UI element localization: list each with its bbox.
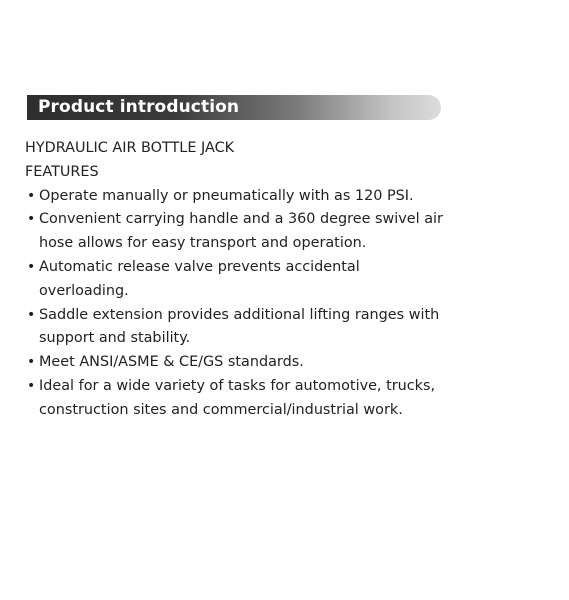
bullet-icon: • (27, 354, 36, 371)
product-name: HYDRAULIC AIR BOTTLE JACK (25, 140, 235, 156)
bullet-icon: • (27, 211, 36, 228)
features-heading: FEATURES (25, 163, 99, 180)
feature-text: Ideal for a wide variety of tasks for automotive, trucks, construction sites and commercial/industrial work. (39, 377, 436, 418)
feature-item (25, 351, 445, 375)
feature-text: Operate manually or pneumatically with as 120 PSI. (39, 187, 414, 204)
bullet-icon: • (27, 187, 36, 204)
feature-text: Saddle extension provides additional lifting ranges with support and stability. (39, 306, 440, 347)
section-title: Product introduction (38, 97, 240, 117)
bullet-icon: • (27, 306, 36, 323)
section-heading-bar (27, 95, 441, 120)
bullet-icon: • (27, 377, 36, 394)
feature-item (25, 304, 445, 352)
feature-item (25, 185, 445, 209)
feature-item (25, 375, 445, 423)
feature-text: Automatic release valve prevents accidental overloading. (39, 258, 360, 299)
bullet-icon: • (27, 258, 36, 275)
feature-text: Meet ANSI/ASME & CE/GS standards. (39, 354, 304, 371)
product-description (25, 137, 445, 423)
feature-text: Convenient carrying handle and a 360 degree swivel air hose allows for easy transport and operation. (39, 211, 443, 252)
feature-item (25, 256, 445, 304)
features-list (25, 185, 445, 423)
feature-item (25, 208, 445, 256)
